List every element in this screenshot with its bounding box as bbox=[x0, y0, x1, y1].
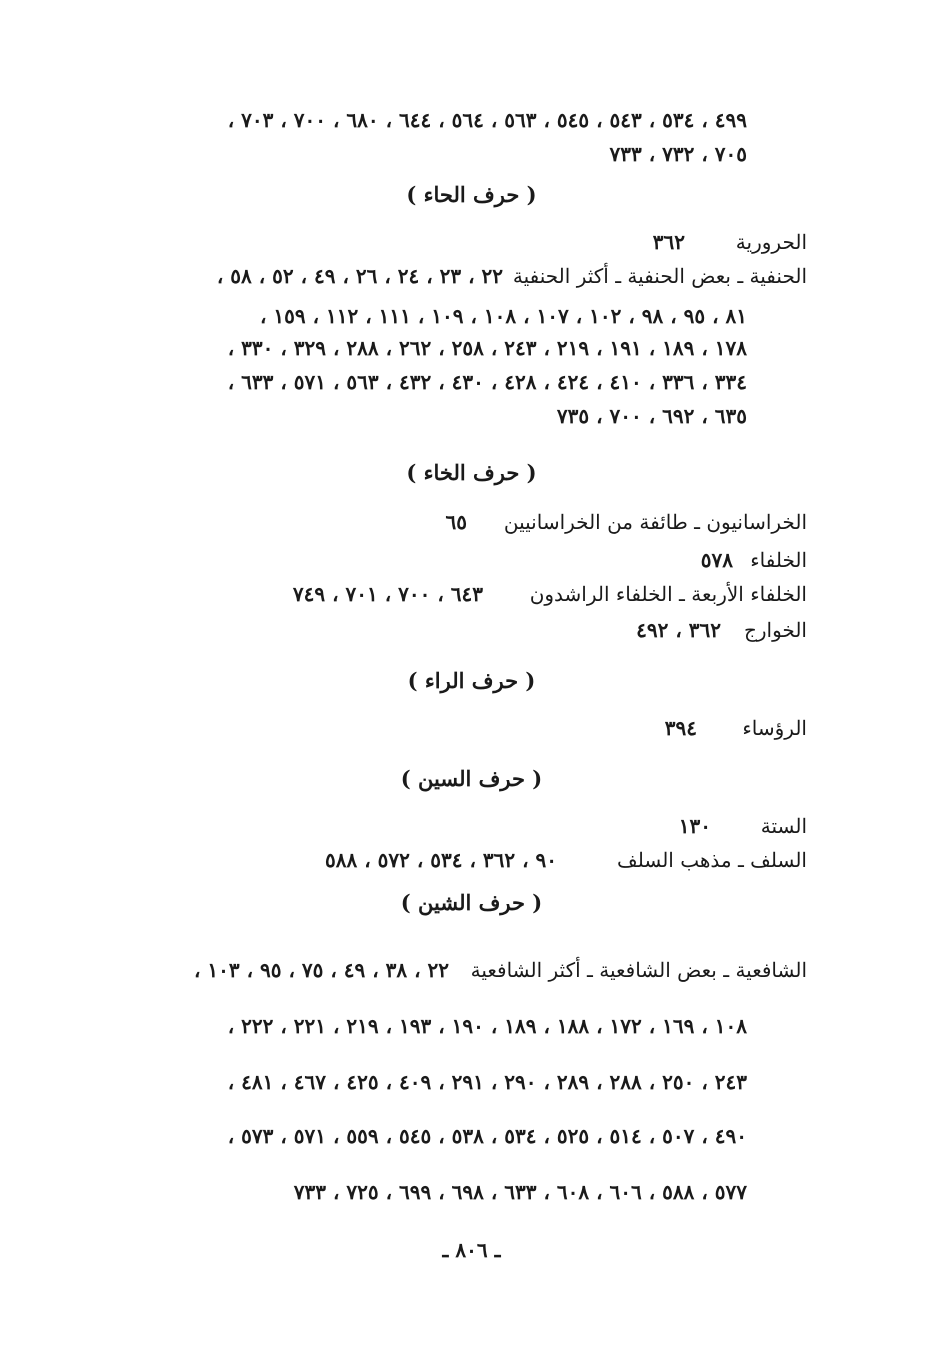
entry-haruriya-pages bbox=[653, 228, 685, 256]
entry-haruriya bbox=[736, 228, 807, 256]
section-heading-shin: ( حرف الشين ) bbox=[400, 890, 543, 915]
entry-khulafa-arbaa bbox=[530, 580, 807, 608]
entry-khawarij-pages bbox=[636, 616, 721, 644]
hanafiya-line-3: ١٧٨ ، ١٨٩ ، ١٩١ ، ٢١٩ ، ٢٤٣ ، ٢٥٨ ، ٢٦٢ ، ٢٨٨ ، ٣٢٩ ، ٣٣٠ ، bbox=[227, 336, 747, 360]
entry-sitta bbox=[761, 812, 807, 840]
entry-pages: ٩٠ ، ٣٦٢ ، ٥٣٤ ، ٥٧٢ ، ٥٨٨ bbox=[325, 848, 557, 872]
entry-pages: ١٣٠ bbox=[678, 814, 711, 838]
page-number: ـ ٨٠٦ ـ bbox=[442, 1238, 501, 1262]
entry-pages: ٣٦٢ bbox=[652, 230, 685, 254]
entry-sitta-pages bbox=[679, 812, 711, 840]
entry-hanafiya-pages bbox=[217, 262, 503, 290]
entry-pages: ٦٤٣ ، ٧٠٠ ، ٧٠١ ، ٧٤٩ bbox=[292, 582, 483, 606]
entry-label: الحنفية ـ بعض الحنفية ـ أكثر الحنفية bbox=[512, 264, 807, 288]
entry-label: الخلفاء الأربعة ـ الخلفاء الراشدون bbox=[529, 582, 807, 606]
entry-shafiiya-pages bbox=[194, 956, 449, 984]
entry-hanafiya bbox=[513, 262, 807, 290]
entry-khurasaniyun-pages bbox=[446, 508, 467, 536]
section-heading-ha: ( حرف الحاء ) bbox=[406, 182, 537, 207]
shafiiya-line-2: ١٠٨ ، ١٦٩ ، ١٧٢ ، ١٨٨ ، ١٨٩ ، ١٩٠ ، ١٩٣ ، ٢١٩ ، ٢٢١ ، ٢٢٢ ، bbox=[227, 1014, 747, 1038]
shafiiya-line-3: ٢٤٣ ، ٢٥٠ ، ٢٨٨ ، ٢٨٩ ، ٢٩٠ ، ٢٩١ ، ٤٠٩ ، ٤٢٥ ، ٤٦٧ ، ٤٨١ ، bbox=[227, 1070, 747, 1094]
entry-khulafa bbox=[750, 546, 807, 574]
entry-pages: ٣٩٤ bbox=[664, 716, 697, 740]
entry-khulafa-arbaa-pages bbox=[293, 580, 483, 608]
entry-label: الحرورية bbox=[735, 230, 807, 254]
continuation-line-1: ٤٩٩ ، ٥٣٤ ، ٥٤٣ ، ٥٤٥ ، ٥٦٣ ، ٥٦٤ ، ٦٤٤ ، ٦٨٠ ، ٧٠٠ ، ٧٠٣ ، bbox=[227, 108, 747, 132]
shafiiya-line-5: ٥٧٧ ، ٥٨٨ ، ٦٠٦ ، ٦٠٨ ، ٦٣٣ ، ٦٩٨ ، ٦٩٩ ، ٧٢٥ ، ٧٣٣ bbox=[293, 1180, 747, 1204]
continuation-line-2: ٧٠٥ ، ٧٣٢ ، ٧٣٣ bbox=[609, 142, 747, 166]
entry-pages: ٢٢ ، ٣٨ ، ٤٩ ، ٧٥ ، ٩٥ ، ١٠٣ ، bbox=[193, 958, 449, 982]
entry-shafiiya bbox=[471, 956, 807, 984]
hanafiya-line-5: ٦٣٥ ، ٦٩٢ ، ٧٠٠ ، ٧٣٥ bbox=[556, 404, 747, 428]
section-heading-ra: ( حرف الراء ) bbox=[407, 668, 536, 693]
entry-khulafa-pages bbox=[701, 546, 733, 574]
entry-salaf bbox=[617, 846, 807, 874]
section-heading-kha: ( حرف الخاء ) bbox=[406, 460, 537, 485]
shafiiya-line-4: ٤٩٠ ، ٥٠٧ ، ٥١٤ ، ٥٢٥ ، ٥٣٤ ، ٥٣٨ ، ٥٤٥ ، ٥٥٩ ، ٥٧١ ، ٥٧٣ ، bbox=[227, 1124, 747, 1148]
entry-ruasa-pages bbox=[665, 714, 697, 742]
entry-khurasaniyun bbox=[504, 508, 807, 536]
entry-pages: ٣٦٢ ، ٤٩٢ bbox=[636, 618, 721, 642]
entry-label: الرؤساء bbox=[742, 716, 807, 740]
entry-khawarij bbox=[744, 616, 807, 644]
section-heading-sin: ( حرف السين ) bbox=[400, 766, 543, 791]
entry-label: الخوارج bbox=[743, 618, 807, 642]
entry-salaf-pages bbox=[325, 846, 557, 874]
hanafiya-line-4: ٣٣٤ ، ٣٣٦ ، ٤١٠ ، ٤٢٤ ، ٤٢٨ ، ٤٣٠ ، ٤٣٢ ، ٥٦٣ ، ٥٧١ ، ٦٣٣ ، bbox=[227, 370, 747, 394]
entry-pages: ٥٧٨ bbox=[700, 548, 733, 572]
entry-pages: ٦٥ bbox=[445, 510, 467, 534]
entry-ruasa bbox=[742, 714, 807, 742]
hanafiya-line-2: ٨١ ، ٩٥ ، ٩٨ ، ١٠٢ ، ١٠٧ ، ١٠٨ ، ١٠٩ ، ١١١ ، ١١٢ ، ١٥٩ ، bbox=[259, 304, 747, 328]
entry-label: الشافعية ـ بعض الشافعية ـ أكثر الشافعية bbox=[470, 958, 807, 982]
entry-pages: ٢٢ ، ٢٣ ، ٢٤ ، ٢٦ ، ٤٩ ، ٥٢ ، ٥٨ ، bbox=[216, 264, 503, 288]
entry-label: الستة bbox=[760, 814, 807, 838]
entry-label: الخراسانيون ـ طائفة من الخراسانيين bbox=[503, 510, 807, 534]
entry-label: الخلفاء bbox=[750, 548, 807, 572]
entry-label: السلف ـ مذهب السلف bbox=[617, 848, 807, 872]
